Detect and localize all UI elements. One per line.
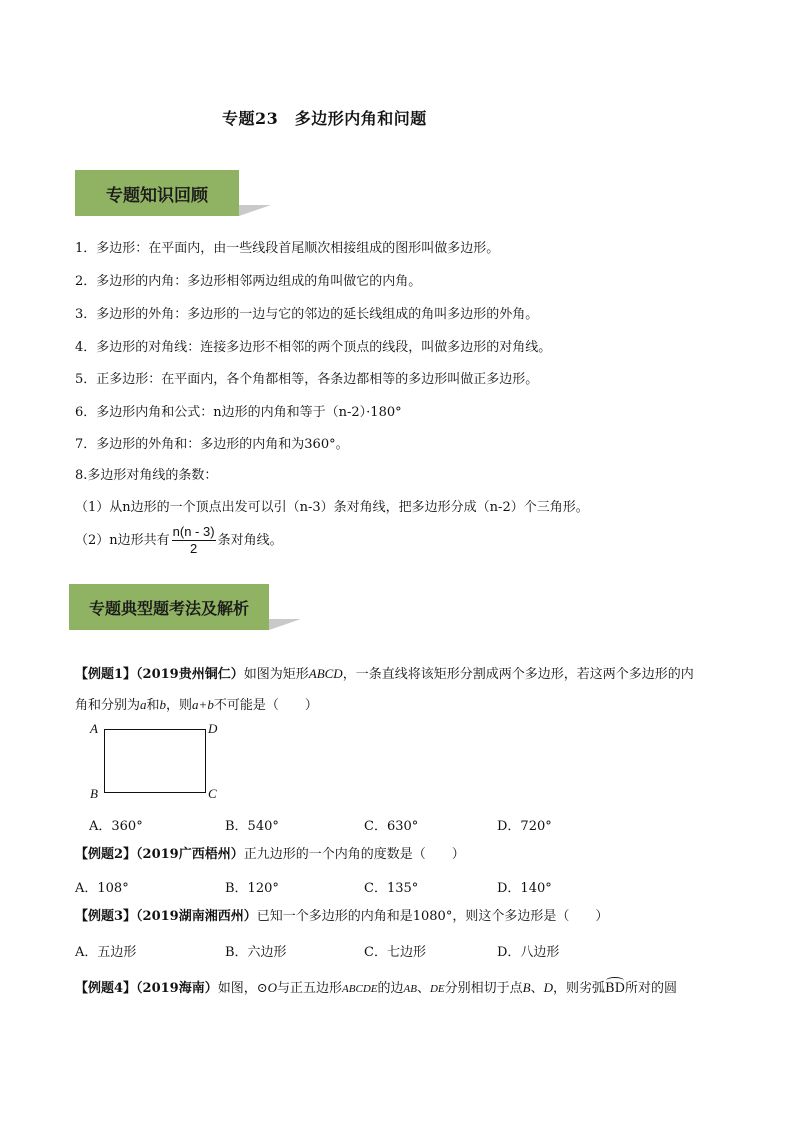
example-4-text: 如图，⊙ [217, 981, 268, 996]
example-1-line-2 [75, 696, 318, 715]
example-3-source: （2019湖南湘西州） [136, 909, 257, 924]
vertex-label-d: D [208, 721, 218, 736]
example-1-tag: 【例题1】 [75, 667, 137, 682]
edge-ab: AB [403, 983, 417, 995]
vertex-label-b: B [90, 786, 98, 801]
diagonal-count-fraction [172, 524, 216, 557]
example-2-question [75, 846, 465, 864]
review-item-6: 6．多边形内角和公式：n边形的内角和等于（n-2）·180° [75, 405, 402, 420]
example-1-text: ，一条直线将该矩形分割成两个多边形，若这两个多边形的内 [342, 667, 694, 682]
example-4-text: 、 [530, 981, 544, 996]
review-item-4: 4．多边形的对角线：连接多边形不相邻的两个顶点的线段，叫做多边形的对角线。 [75, 340, 552, 355]
rect-name: ABCD [308, 666, 343, 681]
example-1-text: 如图为矩形 [243, 667, 309, 682]
example-1-text: 和 [146, 698, 160, 713]
section-banner-examples [69, 584, 269, 630]
rectangle-figure [104, 729, 206, 793]
example-1-text: ，则 [166, 698, 193, 713]
example-4-text: 分别相切于点 [444, 981, 523, 996]
example-2-text: 正九边形的一个内角的度数是（ ） [243, 847, 465, 862]
circle-name: O [267, 980, 278, 995]
example-1-option-c: C．630° [364, 819, 419, 834]
review-item-7: 7．多边形的外角和：多边形的内角和为360°。 [75, 437, 349, 452]
example-2-source: （2019广西梧州） [136, 847, 244, 862]
example-4-text: 的边 [377, 981, 404, 996]
review-item-3: 3．多边形的外角：多边形的一边与它的邻边的延长线组成的角叫多边形的外角。 [75, 307, 539, 322]
example-2-option-c: C．135° [364, 881, 419, 896]
example-4-text: 、 [416, 981, 430, 996]
example-3-option-d: D．八边形 [497, 945, 560, 960]
var-a: a [140, 697, 147, 712]
example-4-source: （2019海南） [136, 981, 218, 996]
example-1-line-1 [75, 665, 694, 684]
example-1-text: 不可能是（ ） [213, 698, 318, 713]
section-banner-review [75, 170, 275, 216]
edge-de: DE [429, 983, 445, 995]
fraction-denominator: 2 [189, 541, 198, 556]
fraction-numerator: n(n - 3) [172, 524, 215, 539]
example-3-option-a: A．五边形 [75, 945, 137, 960]
example-2-option-a: A．108° [75, 881, 129, 896]
review-item-8-2-suffix: 条对角线。 [217, 532, 283, 548]
example-4-tag: 【例题4】 [75, 981, 137, 996]
example-2-option-b: B．120° [225, 881, 279, 896]
point-b: B [522, 980, 531, 995]
review-item-2: 2．多边形的内角：多边形相邻两边组成的角叫做它的内角。 [75, 274, 422, 289]
expr-a-plus-b: a+b [192, 697, 214, 712]
example-2-tag: 【例题2】 [75, 847, 137, 862]
vertex-label-a: A [90, 721, 98, 736]
example-1-text: 角和分别为 [75, 698, 141, 713]
example-3-tag: 【例题3】 [75, 909, 137, 924]
example-1-option-d: D．720° [497, 819, 552, 834]
banner-shadow [239, 205, 271, 216]
example-1-source: （2019贵州铜仁） [136, 667, 244, 682]
page-title: 专题23 多边形内角和问题 [222, 109, 427, 128]
review-item-8: 8.多边形对角线的条数： [75, 468, 218, 483]
example-4-question [75, 979, 677, 998]
example-2-option-d: D．140° [497, 881, 552, 896]
example-3-option-c: C．七边形 [364, 945, 426, 960]
vertex-label-c: C [208, 786, 217, 801]
review-item-1: 1．多边形：在平面内，由一些线段首尾顺次相接组成的图形叫做多边形。 [75, 241, 500, 256]
review-item-8-1: （1）从n边形的一个顶点出发可以引（n-3）条对角线，把多边形分成（n-2）个三角形。 [75, 500, 589, 515]
review-item-8-2 [75, 524, 283, 557]
example-1-option-a: A．360° [89, 819, 143, 834]
var-b: b [159, 697, 167, 712]
example-3-question [75, 908, 608, 926]
example-1-option-b: B．540° [225, 819, 279, 834]
arc-bd: BD [605, 981, 626, 996]
banner-shadow [269, 619, 301, 630]
example-4-text: 与正五边形 [277, 981, 343, 996]
pentagon-name: ABCDE [342, 983, 378, 995]
example-3-option-b: B．六边形 [225, 945, 287, 960]
point-d: D [543, 980, 554, 995]
example-3-text: 已知一个多边形的内角和是1080°，则这个多边形是（ ） [256, 909, 609, 924]
section-banner-review-label: 专题知识回顾 [75, 170, 239, 216]
example-4-text: 所对的圆 [625, 981, 678, 996]
section-banner-examples-label: 专题典型题考法及解析 [69, 584, 269, 630]
review-item-8-2-prefix: （2）n边形共有 [75, 532, 170, 548]
example-4-text: ，则劣弧 [553, 981, 606, 996]
review-item-5: 5．正多边形：在平面内，各个角都相等，各条边都相等的多边形叫做正多边形。 [75, 372, 539, 387]
